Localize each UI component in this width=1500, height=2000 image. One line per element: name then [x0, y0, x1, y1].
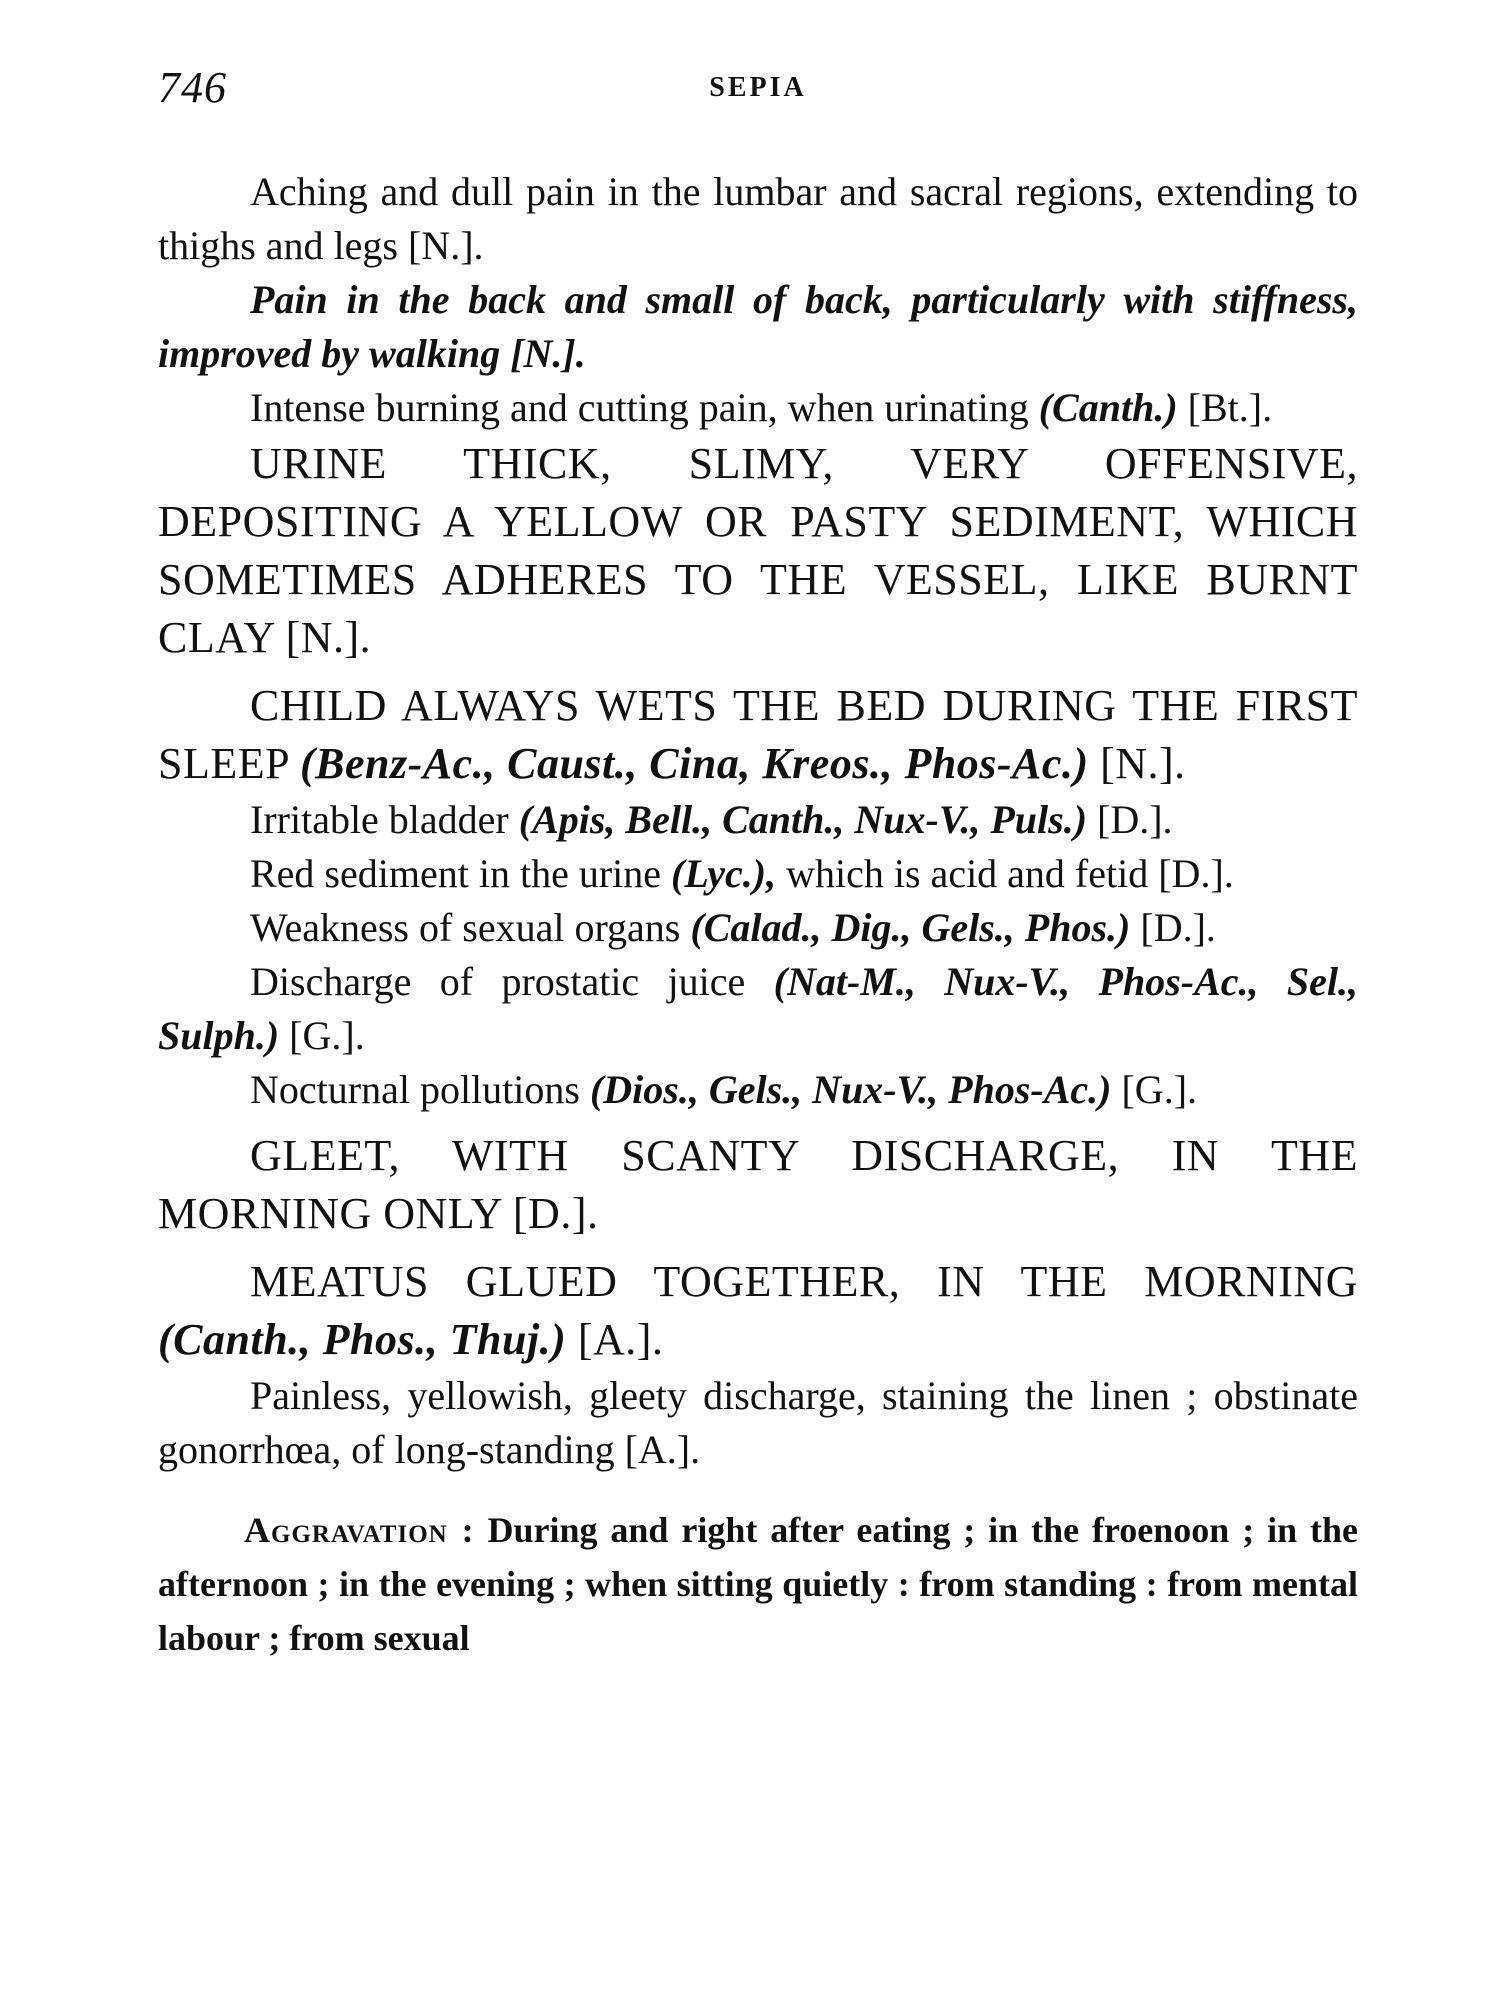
source-ref: [G.].	[1111, 1067, 1198, 1112]
entry-urinating-pain	[158, 381, 1358, 435]
aggravation-section	[158, 1503, 1358, 1665]
entry-text: Discharge of prostatic juice	[250, 959, 774, 1004]
remedy-list: (Benz-Ac., Caust., Cina, Kreos., Phos-Ac.)	[299, 739, 1089, 788]
remedy-list: (Lyc.),	[671, 851, 777, 896]
entry-text: CHILD ALWAYS WETS THE BED DURING THE FIRST SLEEP	[158, 681, 1358, 788]
entry-red-sediment	[158, 847, 1358, 901]
entry-text: Red sediment in the urine	[250, 851, 672, 896]
remedy-list: (Apis, Bell., Canth., Nux-V., Puls.)	[518, 797, 1088, 842]
entry-urine-thick: URINE THICK, SLIMY, VERY OFFENSIVE, DEPOSITING A YELLOW OR PASTY SEDIMENT, WHICH SOMETIMES ADHERES TO THE VESSEL, LIKE BURNT CLAY [N.].	[158, 439, 1358, 662]
entry-irritable-bladder	[158, 793, 1358, 847]
page-number: 746	[158, 63, 227, 112]
entry-prostatic-discharge	[158, 955, 1358, 1063]
remedy-list: (Canth., Phos., Thuj.)	[158, 1315, 567, 1364]
source-ref: [D.].	[1087, 797, 1173, 842]
entry-text: Weakness of sexual organs	[250, 905, 691, 950]
aggravation-label: Aggravation :	[244, 1510, 475, 1550]
source-ref: [Bt.].	[1177, 385, 1273, 430]
source-ref: [A.].	[566, 1315, 664, 1364]
source-ref: which is acid and fetid [D.].	[776, 851, 1234, 896]
page-header	[158, 62, 1358, 122]
entry-gleet: GLEET, WITH SCANTY DISCHARGE, IN THE MORNING ONLY [D.].	[158, 1131, 1358, 1238]
source-ref: [N.].	[1088, 739, 1186, 788]
entry-text: Irritable bladder	[250, 797, 519, 842]
entry-meatus-glued	[158, 1253, 1358, 1369]
entry-sexual-weakness	[158, 901, 1358, 955]
remedy-list: (Calad., Dig., Gels., Phos.)	[690, 905, 1131, 950]
entry-painless-discharge: Painless, yellowish, gleety discharge, staining the linen ; obstinate gonorrhœa, of long-standing [A.].	[158, 1373, 1358, 1472]
entry-text: MEATUS GLUED TOGETHER, IN THE MORNING	[250, 1257, 1358, 1306]
remedy-list: (Canth.)	[1038, 385, 1178, 430]
remedy-list: (Dios., Gels., Nux-V., Phos-Ac.)	[589, 1067, 1112, 1112]
entry-back-pain: Pain in the back and small of back, particularly with stiffness, improved by walking [N.].	[158, 277, 1358, 376]
entry-nocturnal-pollutions	[158, 1063, 1358, 1117]
entry-text: Nocturnal pollutions	[250, 1067, 590, 1112]
running-title: SEPIA	[709, 72, 807, 103]
entry-text: Intense burning and cutting pain, when urinating	[250, 385, 1039, 430]
source-ref: [G.].	[279, 1013, 365, 1058]
entry-lumbar-pain: Aching and dull pain in the lumbar and sacral regions, extending to thighs and legs [N.].	[158, 169, 1358, 268]
remedy-list: (Nat-M., Nux-V., Phos-Ac., Sel., Sulph.)	[158, 959, 1359, 1058]
page-body	[158, 165, 1358, 1701]
source-ref: [D.].	[1130, 905, 1216, 950]
aggravation-text: During and right after eating ; in the froenoon ; in the afternoon ; in the evening ; when sitting quietly : from standing : from mental labour ; from sexual	[158, 1510, 1358, 1658]
entry-bed-wetting	[158, 677, 1358, 793]
